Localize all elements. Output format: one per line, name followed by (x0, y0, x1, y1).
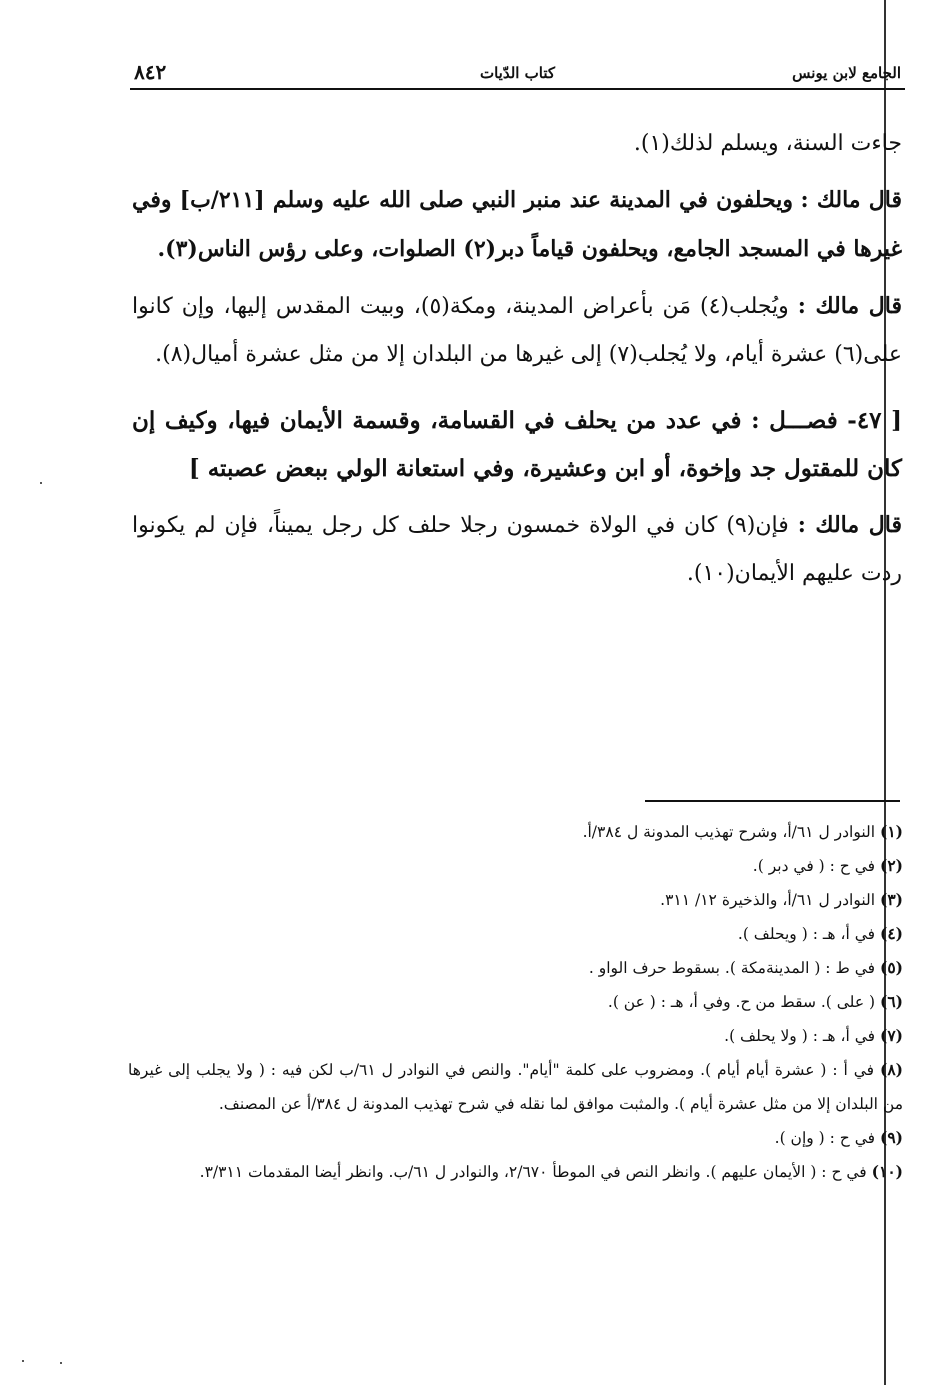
paragraph-5 (132, 501, 902, 598)
chapter-title: كتاب الدّيات (479, 64, 556, 82)
footnote-number: (٩) (879, 1128, 903, 1147)
footnote-text: في أ : ( عشرة أيام أيام ). ومضروب على كلمة "أيام". والنص في النوادر ل ٦١/ب لكن فيه : ( ولا يجلب إلى غيرها من البلدان إلا من مثل عشرة أيام ). والمثبت موافق لما نقله في شرح تهذيب المدونة ل ٣٨٤/أ عن المصنف. (128, 1061, 903, 1113)
main-text (132, 120, 902, 606)
header-rule (130, 88, 905, 90)
footnote-number: (٥) (879, 958, 903, 977)
footnote-number: (١) (879, 822, 903, 841)
footnote-text: في أ، هـ : ( ويحلف ). (737, 925, 876, 943)
footnote (128, 1019, 903, 1053)
paragraph-text: فإن(٩) كان في الولاة خمسون رجلا حلف كل رجل يميناً، فإن لم يكونوا ردت عليهم الأيمان(١٠). (132, 513, 902, 586)
footnote-text: ( على ). سقط من ح. وفي أ، هـ : ( عن ). (607, 993, 876, 1011)
footnote-text: في ح : ( في دبر ). (752, 857, 876, 875)
footnote (128, 951, 903, 985)
footnote (128, 1121, 903, 1155)
speaker-label: قال مالك : (797, 512, 902, 538)
footnote (128, 849, 903, 883)
footnote-number: (٦) (879, 992, 903, 1011)
book-title: الجامع لابن يونس (792, 64, 901, 82)
footnote (128, 985, 903, 1019)
paragraph-1 (132, 120, 902, 168)
footnote (128, 1155, 903, 1189)
footnote-number: (٨) (879, 1060, 903, 1079)
footnote-text: النوادر ل ٦١/أ، وشرح تهذيب المدونة ل ٣٨٤/أ. (582, 823, 876, 841)
page-number: ٨٤٢ (134, 60, 167, 84)
footnote-separator (645, 800, 900, 802)
paragraph-text: جاءت السنة، ويسلم لذلك(١). (633, 131, 902, 156)
scan-speck (40, 482, 42, 484)
running-header (130, 58, 905, 90)
paragraph-text: ويحلفون في المدينة عند منبر النبي صلى الله عليه وسلم [٢١١/ب] وفي غيرها في المسجد الجامع، ويحلفون قياماً دبر(٢) الصلوات، وعلى رؤس الناس(٣). (132, 187, 902, 262)
footnote-text: في ح : ( وإن ). (774, 1129, 876, 1147)
footnote (128, 815, 903, 849)
footnote-text: في ط : ( المدينةمكة ). بسقوط حرف الواو . (588, 959, 876, 977)
footnote-number: (٧) (879, 1026, 903, 1045)
footnote-text: في أ، هـ : ( ولا يحلف ). (724, 1027, 876, 1045)
footnote-number: (١٠) (871, 1162, 903, 1181)
footnote (128, 917, 903, 951)
footnote (128, 883, 903, 917)
section-heading: [ ٤٧- فصـــل : في عدد من يحلف في القسامة، وقسمة الأيمان فيها، وكيف إن كان للمقتول جد وإخوة، أو ابن وعشيرة، وفي استعانة الولي ببعض عصبته ] (132, 407, 902, 482)
scan-speck (60, 1362, 62, 1364)
footnote-text: في ح : ( الأيمان عليهم ). وانظر النص في الموطأ ٢/٦٧٠، والنوادر ل ٦١/ب. وانظر أيضا المقدمات ٣/٣١١. (199, 1163, 867, 1181)
footnote-number: (٤) (879, 924, 903, 943)
footnotes (128, 815, 903, 1189)
footnote (128, 1053, 903, 1121)
scan-speck (22, 1360, 24, 1362)
paragraph-3 (132, 282, 902, 379)
speaker-label: قال مالك : (797, 293, 902, 319)
speaker-label: قال مالك : (800, 187, 902, 213)
footnote-number: (٣) (879, 890, 903, 909)
footnote-text: النوادر ل ٦١/أ، والذخيرة ١٢/ ٣١١. (660, 891, 876, 909)
paragraph-2 (132, 176, 902, 274)
paragraph-text: ويُجلب(٤) مَن بأعراض المدينة، ومكة(٥)، وبيت المقدس إليها، وإن كانوا على(٦) عشرة أيام، ولا يُجلب(٧) إلى غيرها من البلدان إلا من مثل عشرة أميال(٨). (132, 294, 902, 367)
footnote-number: (٢) (879, 856, 903, 875)
